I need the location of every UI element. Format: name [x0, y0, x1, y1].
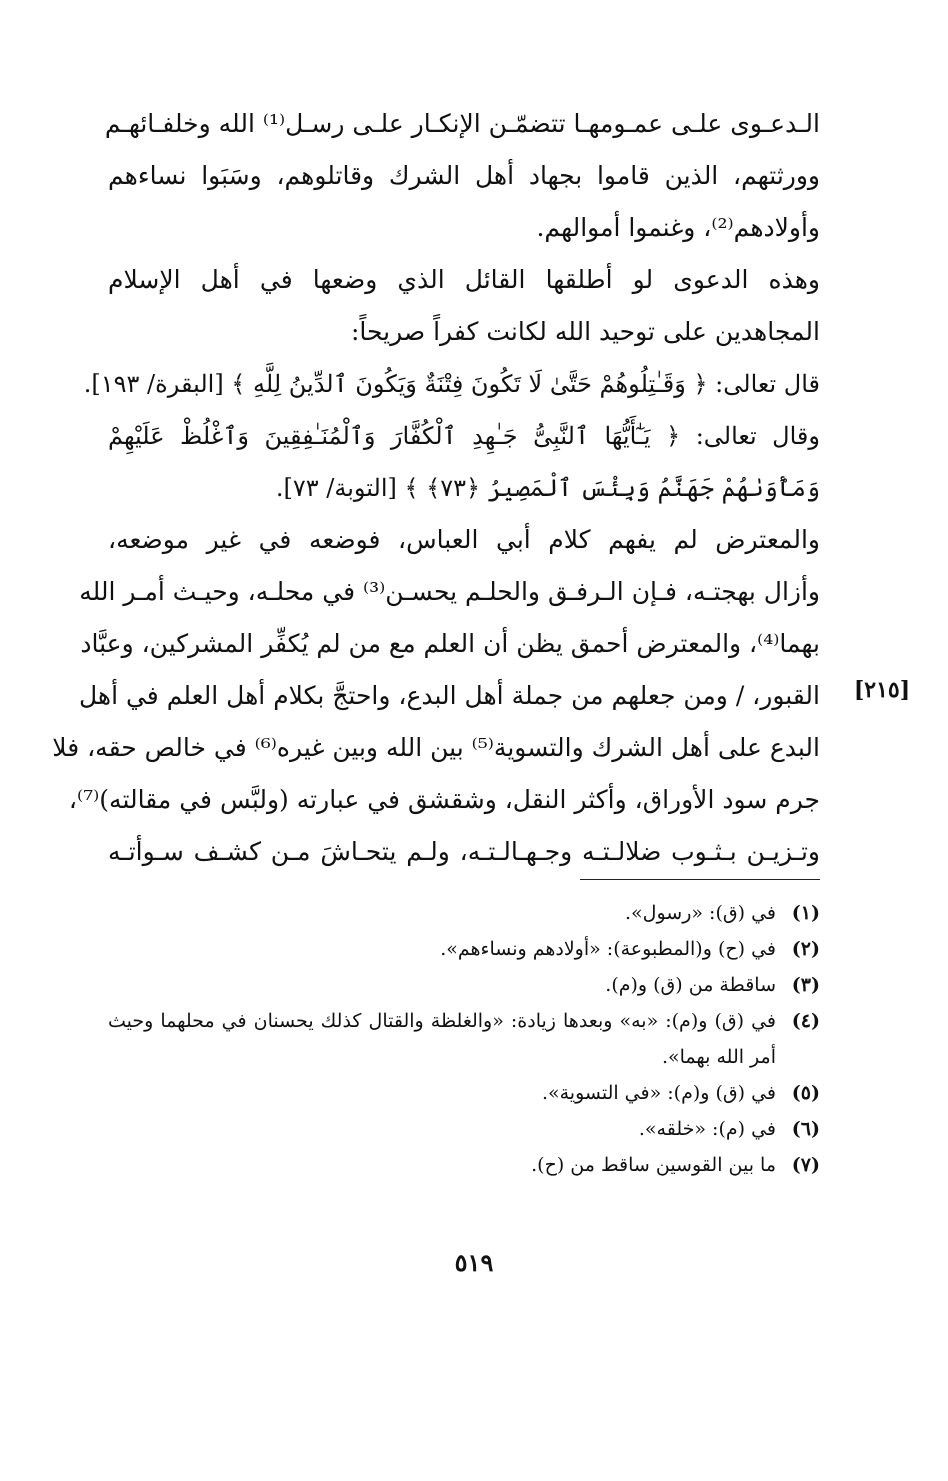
footnote-number: (٦) [791, 1118, 820, 1140]
text-line: والمعترض لم يفهم كلام أبي العباس، فوضعه في غير موضعه، [108, 525, 820, 554]
text-line: وتـزيـن بـثـوب ضلالـتـه وجـهـالـتـه، ولـم يتحـاشَ مـن كشـف سـوأتـه [108, 837, 820, 866]
text-line: القبور، / ومن جعلهم من جملة أهل البدع، واحتجَّ بكلام أهل العلم في أهل [78, 681, 820, 710]
footnote-text: ساقطة من (ق) و(م). [605, 974, 776, 996]
footnote-text: ما بين القوسين ساقط من (ح). [531, 1154, 776, 1176]
footnote-text: في (ق): «رسول». [625, 902, 776, 924]
footnote [108, 931, 820, 967]
footnote-text: في (م): «خلقه». [638, 1118, 776, 1140]
text-line: الـدعـوى علـى عمـومهـا تتضمّـن الإنكـار علـى رسـل⁽¹⁾ الله وخلفـائهـم [104, 109, 820, 138]
text-line: وهذه الدعوى لو أطلقها القائل الذي وضعها في أهل الإسلام [108, 265, 820, 294]
text-line: وأولادهم⁽²⁾، وغنموا أموالهم. [536, 213, 820, 242]
footnote-separator [580, 879, 820, 880]
text-line: البدع على أهل الشرك والتسوية⁽⁵⁾ بين الله وبين غيره⁽⁶⁾ في خالص حقه، فلا [52, 733, 820, 762]
footnote-number: (٤) [791, 1010, 820, 1032]
footnote-number: (٣) [791, 974, 820, 996]
footnote [108, 895, 820, 931]
footnote [108, 1003, 820, 1075]
main-text [52, 98, 820, 878]
page-number: ٥١٩ [454, 1248, 494, 1277]
footnote-number: (٧) [791, 1154, 820, 1176]
text-line: وورثتهم، الذين قاموا بجهاد أهل الشرك وقاتلوهم، وسَبَوا نساءهم [108, 161, 820, 190]
text-line: وأزال بهجتـه، فـإن الـرفـق والحلـم يحسـن⁽³⁾ في محلـه، وحيـث أمـر الله [79, 577, 820, 606]
footnote-number: (٥) [791, 1082, 820, 1104]
footnote [108, 1111, 820, 1147]
text-line: بهما⁽⁴⁾، والمعترض أحمق يظن أن العلم مع من لم يُكفِّر المشركين، وعبَّاد [80, 629, 820, 658]
footnote [108, 1075, 820, 1111]
footnote [108, 967, 820, 1003]
footnote-text: في (ق) و(م): «في التسوية». [541, 1082, 776, 1104]
footnote-text: في (ح) و(المطبوعة): «أولادهم ونساءهم». [440, 938, 776, 960]
footnote [108, 1147, 820, 1183]
text-line: المجاهدين على توحيد الله لكانت كفراً صريحاً: [350, 317, 820, 346]
footnote-text: في (ق) و(م): «به» وبعدها زيادة: «والغلظة والقتال كذلك يحسنان في محلهما وحيث أمر الله بهما». [108, 1010, 776, 1068]
quran-verse-line: وَمَأْوَىٰهُمْ جَهَنَّمُ وَبِئْسَ ٱلْمَصِيرُ ﴿٧٣﴾ ﴾ [التوبة/ ٧٣]. [275, 474, 820, 502]
quran-verse-line: وقال تعالى: ﴿ يَـٰٓأَيُّهَا ٱلنَّبِىُّ جَـٰهِدِ ٱلْكُفَّارَ وَٱلْمُنَـٰفِقِينَ وَٱغْلُظْ عَلَيْهِمْ [108, 422, 820, 450]
text-line: جرم سود الأوراق، وأكثر النقل، وشقشق في عبارته (ولبَّس في مقالته)⁽⁷⁾، [68, 785, 820, 814]
quran-verse-line: قال تعالى: ﴿ وَقَـٰتِلُوهُمْ حَتَّىٰ لَا تَكُونَ فِتْنَةٌ وَيَكُونَ ٱلدِّينُ لِلَّهِ ﴾ [البقرة/ ١٩٣]. [83, 370, 820, 398]
footnote-number: (١) [791, 902, 820, 924]
manuscript-page-reference: [٢١٥] [853, 677, 911, 703]
footnotes [108, 895, 820, 1183]
footnote-number: (٢) [791, 938, 820, 960]
